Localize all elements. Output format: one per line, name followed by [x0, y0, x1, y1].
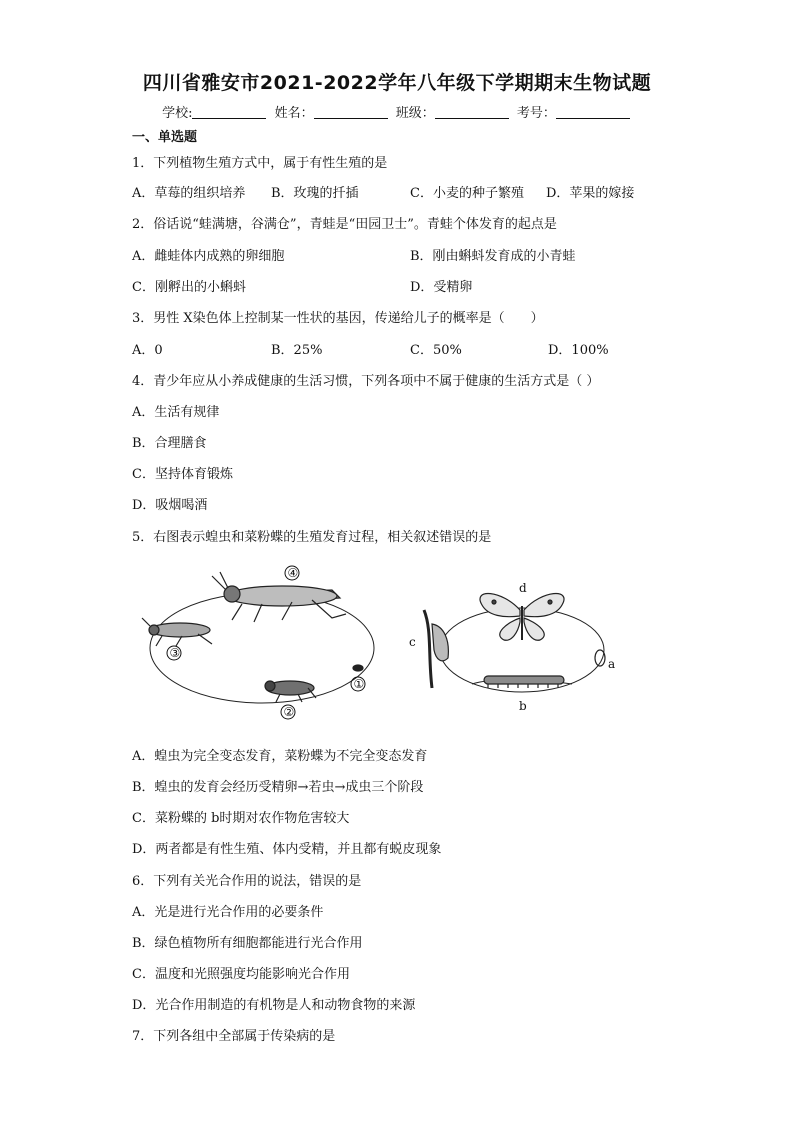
exam-no-field[interactable] [556, 106, 630, 119]
question-4-option-a[interactable]: A．生活有规律 [132, 405, 220, 420]
question-5-option-d[interactable]: D．两者都是有性生殖、体内受精，并且都有蜕皮现象 [132, 842, 442, 857]
pupa-on-branch [424, 610, 448, 688]
question-6-option-b[interactable]: B．绿色植物所有细胞都能进行光合作用 [132, 936, 363, 951]
question-2-option-a[interactable]: A．雌蛙体内成熟的卵细胞 [132, 249, 285, 264]
question-3-stem: 3．男性 X染色体上控制某一性状的基因，传递给儿子的概率是（ ） [132, 311, 544, 326]
name-field[interactable] [314, 106, 388, 119]
grasshopper-cycle-ring [150, 593, 374, 703]
question-3-option-b[interactable]: B．25% [271, 343, 323, 358]
question-4-stem: 4．青少年应从小养成健康的生活习惯，下列各项中不属于健康的生活方式是（ ） [132, 374, 600, 389]
nymph-grasshopper-3 [142, 618, 212, 646]
larva [472, 676, 572, 688]
page-title: 四川省雅安市2021-2022学年八年级下学期期末生物试题 [142, 72, 652, 94]
student-info-row [0, 102, 794, 121]
label-b: b [519, 699, 527, 713]
question-5-option-a[interactable]: A．蝗虫为完全变态发育，菜粉蝶为不完全变态发育 [132, 749, 428, 764]
question-6-option-a[interactable]: A．光是进行光合作用的必要条件 [132, 905, 324, 920]
question-3-option-d[interactable]: D．100% [548, 343, 609, 358]
label-circle-4: ④ [287, 566, 299, 580]
label-c: c [409, 635, 416, 649]
question-5-option-b[interactable]: B．蝗虫的发育会经历受精卵→若虫→成虫三个阶段 [132, 780, 424, 795]
question-3-option-a[interactable]: A．0 [132, 343, 163, 358]
question-1-option-b[interactable]: B．玫瑰的扦插 [271, 186, 359, 201]
adult-grasshopper [212, 572, 346, 622]
question-5-stem: 5．右图表示蝗虫和菜粉蝶的生殖发育过程，相关叙述错误的是 [132, 530, 492, 545]
exam-no-label: 考号： [516, 106, 556, 121]
insect-lifecycle-figure [132, 560, 624, 730]
adult-butterfly [480, 594, 564, 641]
label-a: a [608, 657, 616, 671]
label-d: d [519, 581, 527, 595]
grasshopper-egg [353, 665, 363, 671]
question-1-option-a[interactable]: A．草莓的组织培养 [132, 186, 246, 201]
question-2-option-b[interactable]: B．刚由蝌蚪发育成的小青蛙 [410, 249, 576, 264]
lifecycle-diagram [132, 560, 624, 730]
nymph-grasshopper-2 [265, 681, 316, 702]
question-6-option-c[interactable]: C．温度和光照强度均能影响光合作用 [132, 967, 350, 982]
label-circle-3: ③ [169, 646, 181, 660]
question-1-option-c[interactable]: C．小麦的种子繁殖 [410, 186, 524, 201]
question-6-stem: 6．下列有关光合作用的说法，错误的是 [132, 874, 362, 889]
question-1-stem: 1．下列植物生殖方式中，属于有性生殖的是 [132, 156, 388, 171]
question-2-option-c[interactable]: C．刚孵出的小蝌蚪 [132, 280, 246, 295]
question-3-option-c[interactable]: C．50% [410, 343, 462, 358]
grasshopper-cycle [142, 572, 374, 703]
question-2-stem: 2．俗话说“蛙满塘，谷满仓”，青蛙是“田园卫士”。青蛙个体发育的起点是 [132, 217, 557, 232]
class-field[interactable] [435, 106, 509, 119]
label-circle-2: ② [283, 705, 295, 719]
question-5-option-c[interactable]: C．菜粉蝶的 b时期对农作物危害较大 [132, 811, 350, 826]
question-6-option-d[interactable]: D．光合作用制造的有机物是人和动物食物的来源 [132, 998, 416, 1013]
question-7-stem: 7．下列各组中全部属于传染病的是 [132, 1029, 336, 1044]
butterfly-cycle [424, 594, 605, 692]
question-4-option-d[interactable]: D．吸烟喝酒 [132, 498, 208, 513]
question-2-option-d[interactable]: D．受精卵 [410, 280, 473, 295]
school-field[interactable] [192, 106, 266, 119]
school-label: 学校: [162, 106, 193, 121]
question-4-option-c[interactable]: C．坚持体育锻炼 [132, 467, 233, 482]
question-1-option-d[interactable]: D．苹果的嫁接 [546, 186, 635, 201]
section-title: 一、单选题 [132, 130, 198, 145]
label-circle-1: ① [353, 677, 365, 691]
name-label: 姓名： [274, 106, 314, 121]
class-label: 班级： [395, 106, 435, 121]
question-4-option-b[interactable]: B．合理膳食 [132, 436, 207, 451]
